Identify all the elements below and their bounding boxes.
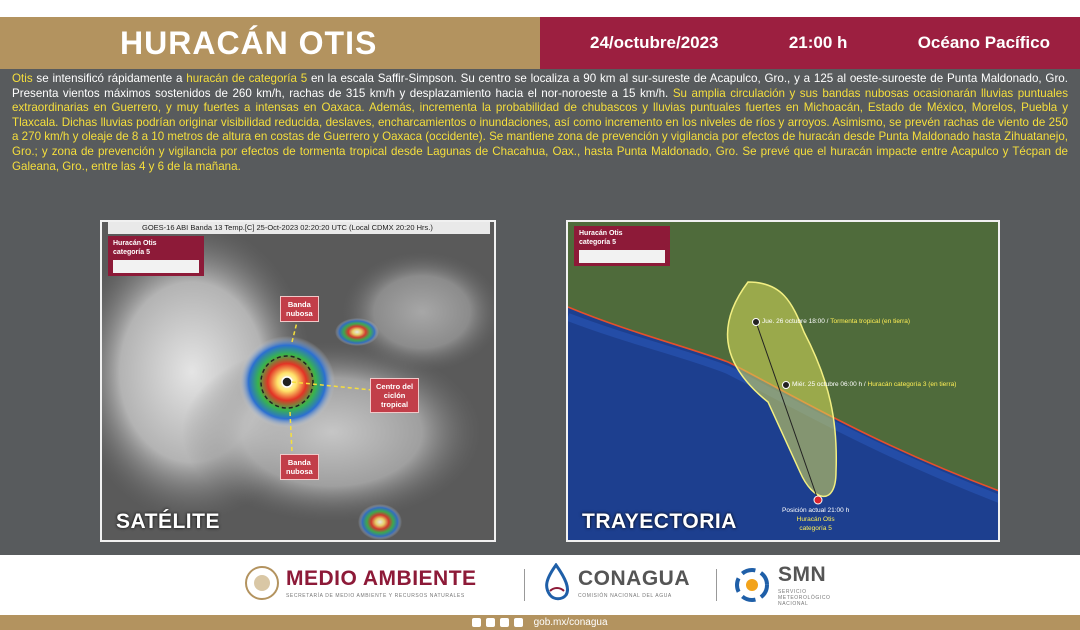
mini-title-category: categoría 5 [113, 249, 150, 256]
satellite-mini-title [108, 236, 204, 276]
callout-band-bottom: Banda nubosa [280, 454, 319, 480]
forecast-point-time: Miér. 25 octubre 06:00 h / [792, 381, 866, 388]
trajectory-caption: TRAYECTORIA [582, 510, 737, 533]
conagua-text [578, 567, 690, 599]
bulletin-date: 24/octubre/2023 [590, 33, 719, 52]
website-link[interactable]: gob.mx/conagua [533, 617, 608, 628]
header-title-block [0, 17, 540, 69]
trajectory-map [566, 220, 1000, 542]
satellite-caption: SATÉLITE [116, 510, 220, 533]
mini-title-name: Huracán Otis [579, 230, 623, 237]
semarnat-logo [244, 563, 477, 603]
ocean-name: Océano Pacífico [917, 33, 1050, 52]
current-position-time: Posición actual 21:00 h [782, 507, 850, 514]
forecast-point-time: Jue. 26 octubre 18:00 / [762, 318, 829, 325]
logo-divider [524, 569, 525, 601]
mini-title-category: categoría 5 [579, 239, 616, 246]
forecast-point-state: Tormenta tropical (en tierra) [830, 318, 911, 325]
twitter-icon[interactable] [486, 618, 495, 627]
facebook-icon[interactable] [472, 618, 481, 627]
coat-of-arms-icon [244, 563, 280, 603]
weather-swirl-icon [732, 565, 772, 605]
mini-title-logos [113, 260, 199, 273]
smn-text [778, 563, 838, 607]
current-position-category: categoría 5 [799, 525, 832, 532]
bottom-social-bar [0, 615, 1080, 630]
callout-cyclone-center: Centro del ciclón tropical [370, 378, 419, 413]
current-position-name: Huracán Otis [796, 516, 835, 523]
smn-logo [732, 563, 838, 607]
conagua-subtitle: COMISIÓN NACIONAL DEL AGUA [578, 593, 672, 599]
page-title: HURACÁN OTIS [120, 24, 378, 61]
satellite-image [100, 220, 496, 542]
storm-category: huracán de categoría 5 [186, 72, 308, 85]
bulletin-forecast-text: Su amplia circulación y sus bandas nubosas ocasionarán lluvias puntuales extraordinarias en Guerrero, y muy fuertes a intensas en Oaxaca. Además, incrementa la probabilidad de chubascos y lluvias puntuales fuertes en Michoacán, Estado de México, Morelos, Puebla y Tlaxcala. Dichas lluvias podrían originar visibilidad reducida, deslaves, encharcamientos o inundaciones, así como incremento en los niveles de ríos y arroyos. Asimismo, se prevén rachas de viento de 250 a 270 km/h y oleaje de 8 a 10 metros de altura en costas de Guerrero y Oaxaca (occidente). Se mantiene zona de prevención y vigilancia por efectos de huracán desde Punta Maldonado hasta Zihuatanejo, Gro.; y zona de prevención y vigilancia por efectos de tormenta tropical desde Lagunas de Chacahua, Oax., hasta Punta Maldonado, Gro. Se prevé que el huracán impacte entre Acapulco y Técpan de Galeana, Gro., entre las 4 y 6 de la mañana. [12, 86, 1069, 173]
forecast-point-state: Huracán categoría 3 (en tierra) [867, 381, 957, 388]
bulletin-time: 21:00 h [788, 33, 848, 52]
semarnat-subtitle: SECRETARÍA DE MEDIO AMBIENTE Y RECURSOS NATURALES [286, 593, 465, 599]
smn-subtitle: SERVICIO METEOROLÓGICO NACIONAL [778, 589, 831, 607]
youtube-icon[interactable] [514, 618, 523, 627]
semarnat-name: MEDIO AMBIENTE [286, 567, 477, 590]
current-position-label [782, 506, 849, 533]
trajectory-mini-title [574, 226, 670, 266]
header-banner [0, 17, 1080, 69]
forecast-point-label [792, 381, 956, 388]
conagua-logo [540, 563, 690, 603]
main-panel [0, 69, 1080, 555]
mini-title-name: Huracán Otis [113, 240, 157, 247]
forecast-point-label [762, 318, 910, 325]
mini-title-logos [579, 250, 665, 263]
bulletin-text [12, 72, 1068, 174]
callout-band-top: Banda nubosa [280, 296, 319, 322]
instagram-icon[interactable] [500, 618, 509, 627]
header-info-block [540, 17, 1080, 69]
semarnat-text [286, 567, 477, 599]
smn-name: SMN [778, 563, 827, 586]
logo-divider [716, 569, 717, 601]
goes-caption: GOES-16 ABI Banda 13 Temp.[C] 25-Oct-2023 02:20:20 UTC (Local CDMX 20:20 Hrs.) [108, 222, 490, 234]
water-drop-icon [540, 563, 572, 603]
storm-name: Otis [12, 72, 33, 85]
bulletin-text-part: en la escala Saffir-Simpson. Su centro se localiza a 90 km al sur-sureste de Acapulco, Gro., y a 125 al oeste-suroeste de Punta Maldonado, Gro. Presenta vientos máximos sostenidos de 260 km/h, rachas de 315 km/h y desplazamiento hacia el nor-noroeste a 15 km/h. [12, 72, 1068, 100]
bulletin-text-part: se intensificó rápidamente a [32, 72, 187, 85]
footer-logos [0, 555, 1080, 615]
conagua-name: CONAGUA [578, 567, 690, 590]
